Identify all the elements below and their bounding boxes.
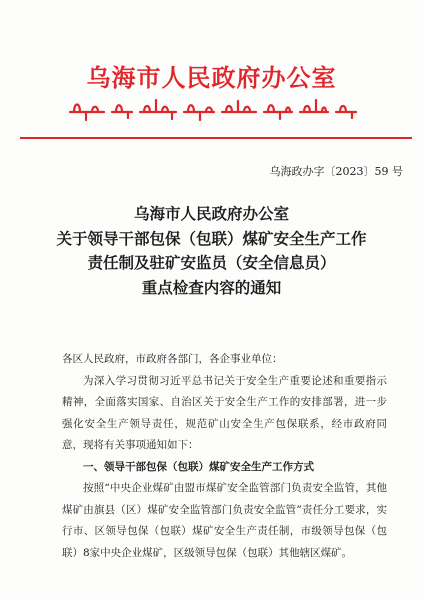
mongolian-script-header <box>66 96 358 122</box>
salutation: 各区人民政府，市政府各部门，各企事业单位： <box>62 353 283 365</box>
intro-paragraph: 为深入学习贯彻习近平总书记关于安全生产重要论述和重要指示精神，全面落实国家、自治区关于安全生产工作的安排部署，进一步强化安全生产领导责任，规范矿山安全生产包保联系，经市政府同意，现将有关事项通知如下： <box>62 374 387 451</box>
title-line: 责任制及驻矿安监员（安全信息员） <box>87 253 336 272</box>
section-1-paragraph: 按照“中央企业煤矿由盟市煤矿安全监管部门负责安全监管，其他煤矿由旗县（区）煤矿安全监管部门负责安全监管”责任分工要求，实行市、区领导包保（包联）煤矿安全生产责任制，市级领导包保（包联）8家中央企业煤矿，区级领导包保（包联）其他辖区煤矿。 <box>62 482 387 559</box>
document-number: 乌海政办字〔2023〕59 号 <box>269 165 403 178</box>
document-title <box>0 202 423 300</box>
title-line: 乌海市人民政府办公室 <box>133 204 289 223</box>
title-line: 重点检查内容的通知 <box>141 277 282 297</box>
issuing-org-header: 乌海市人民政府办公室 <box>86 64 337 92</box>
header-red-rule <box>20 137 412 139</box>
title-line: 关于领导干部包保（包联）煤矿安全生产工作 <box>56 228 367 248</box>
section-1-heading: 一、领导干部包保（包联）煤矿安全生产工作方式 <box>83 460 314 473</box>
document-body <box>62 349 387 564</box>
